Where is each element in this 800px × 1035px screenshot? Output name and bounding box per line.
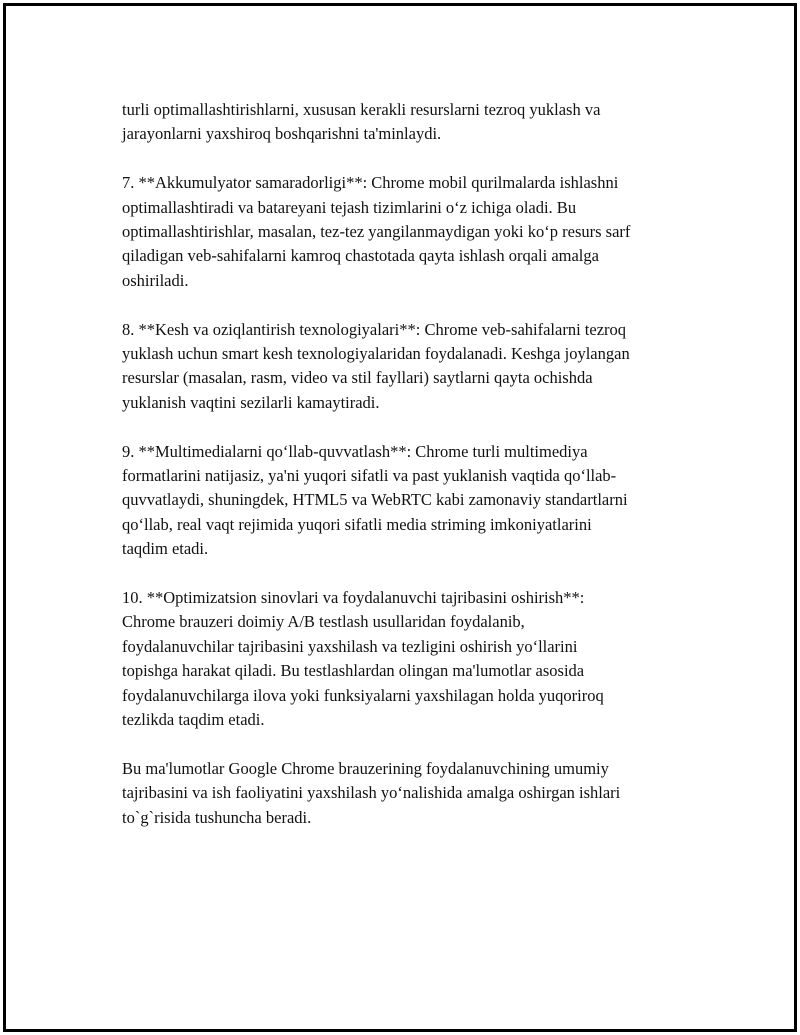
- page-frame: [3, 3, 797, 1032]
- paragraph-item-9: 9. **Multimedialarni qo‘llab-quvvatlash**: Chrome turli multimediya formatlarini natijasiz, ya'ni yuqori sifatli va past yuklanish vaqtida qo‘llab- quvvatlaydi, shuningdek, HTML5 va WebRTC kabi zamonaviy standartlarni qo‘llab, real vaqt rejimida yuqori sifatli media striming imkoniyatlarini taqdim etadi.: [122, 441, 628, 559]
- paragraph-item-8: 8. **Kesh va oziqlantirish texnologiyalari**: Chrome veb-sahifalarni tezroq yuklash uchun smart kesh texnologiyalaridan foydalanadi. Keshga joylangan resurslar (masalan, rasm, video va stil fayllari) saytlarni qayta ochishda yuklanish vaqtini sezilarli kamaytiradi.: [122, 319, 630, 412]
- paragraph-conclusion: Bu ma'lumotlar Google Chrome brauzerining foydalanuvchining umumiy tajribasini va ish faoliyatini yaxshilash yo‘nalishida amalga oshirgan ishlari to`g`risida tushuncha beradi.: [122, 758, 621, 827]
- paragraph-item-7: 7. **Akkumulyator samaradorligi**: Chrome mobil qurilmalarda ishlashni optimallashtiradi va batareyani tejash tizimlarini o‘z ichiga oladi. Bu optimallashtirishlar, masalan, tez-tez yangilanmaydigan yoki ko‘p resurs sarf qiladigan veb-sahifalarni kamroq chastotada qayta ishlash orqali amalga oshiriladi.: [122, 173, 631, 290]
- paragraph-continuation: turli optimallashtirishlarni, xususan kerakli resurslarni tezroq yuklash va jarayonlarni yaxshiroq boshqarishni ta'minlaydi.: [122, 100, 601, 144]
- document-body: [122, 98, 702, 855]
- paragraph-item-10: 10. **Optimizatsion sinovlari va foydalanuvchi tajribasini oshirish**: Chrome brauzeri doimiy A/B testlash usullaridan foydalanib, foydalanuvchilar tajribasini yaxshilash va tezligini oshirish yo‘llarini topishga harakat qiladi. Bu testlashlardan olingan ma'lumotlar asosida foydalanuvchilarga ilova yoki funksiyalarni yaxshilagan holda yuqoriroq tezlikda taqdim etadi.: [122, 588, 604, 730]
